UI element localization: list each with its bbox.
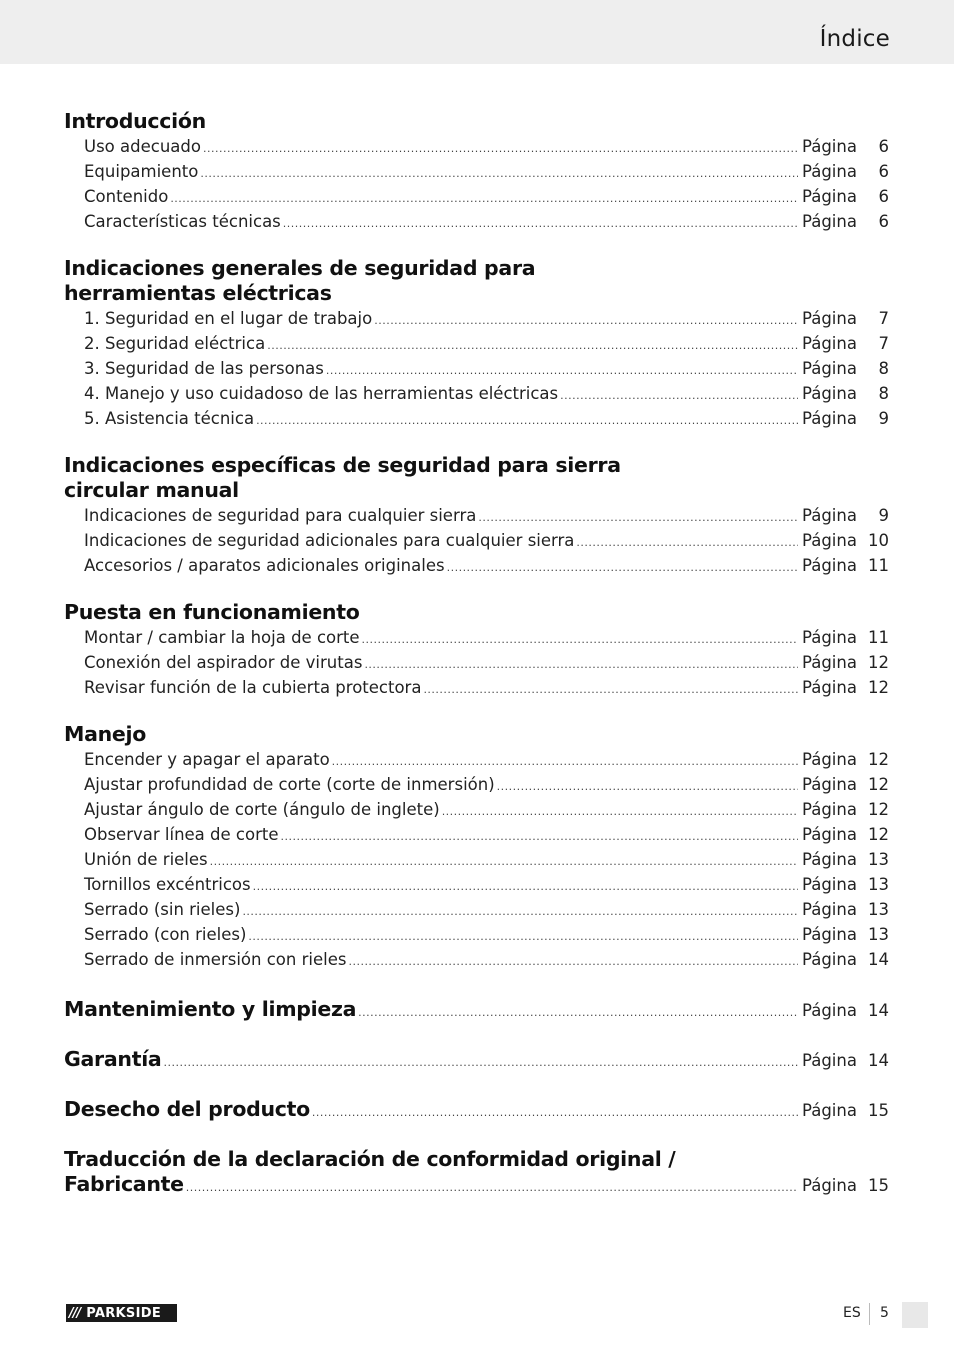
page-number: 13 (868, 900, 889, 919)
page-word: Página (802, 309, 857, 328)
toc-entry-label: 5. Asistencia técnica (84, 409, 255, 428)
page-number: 9 (878, 409, 889, 428)
section-heading-line: Traducción de la declaración de conformidad original / (64, 1147, 676, 1171)
toc-entry[interactable] (64, 159, 889, 184)
toc-entry-label: Unión de rieles (84, 850, 208, 869)
toc-entry[interactable] (64, 922, 889, 947)
page-number: 13 (868, 850, 889, 869)
page-word: Página (802, 531, 857, 550)
section-heading (64, 109, 889, 134)
section-heading (64, 722, 889, 747)
toc-entry-label: Ajustar profundidad de corte (corte de inmersión) (84, 775, 495, 794)
toc-entry[interactable] (64, 331, 889, 356)
leader-dots (283, 211, 798, 236)
section-heading-line: herramientas eléctricas (64, 281, 332, 305)
leader-dots (280, 824, 798, 849)
toc-entry-label: Revisar función de la cubierta protectora (84, 678, 422, 697)
page-number: 14 (868, 950, 889, 969)
page-word: Página (802, 628, 857, 647)
leader-dots (267, 333, 798, 358)
leader-dots (423, 677, 798, 702)
page-number: 15 (868, 1176, 889, 1195)
page-word: Página (802, 653, 857, 672)
toc-entry[interactable] (64, 381, 889, 406)
page-number: 6 (878, 187, 889, 206)
toc-heading-entry[interactable] (64, 1172, 889, 1197)
page-number: 13 (868, 925, 889, 944)
leader-dots (200, 161, 798, 186)
toc-section-garantia (64, 1047, 889, 1072)
page-number: 10 (868, 531, 889, 550)
page-word: Página (802, 900, 857, 919)
toc-heading-label: Mantenimiento y limpieza (64, 997, 357, 1021)
page-number: 14 (868, 1051, 889, 1070)
toc-section-mantenimiento (64, 997, 889, 1022)
page-word: Página (802, 409, 857, 428)
page-word: Página (802, 775, 857, 794)
toc-entry-label: Características técnicas (84, 212, 281, 231)
section-heading (64, 256, 889, 306)
page-word: Página (802, 384, 857, 403)
toc-entry-label: Serrado (sin rieles) (84, 900, 241, 919)
toc-heading-label: Fabricante (64, 1172, 184, 1196)
toc-entry[interactable] (64, 947, 889, 972)
leader-dots (203, 136, 798, 161)
toc-entry-label: Indicaciones de seguridad adicionales para cualquier sierra (84, 531, 575, 550)
page-number: 6 (878, 162, 889, 181)
page-number: 12 (868, 775, 889, 794)
toc-entry[interactable] (64, 847, 889, 872)
leader-dots (447, 555, 798, 580)
page-number: 6 (878, 212, 889, 231)
table-of-contents (64, 109, 889, 1219)
toc-heading-entry[interactable] (64, 997, 889, 1022)
section-heading (64, 1147, 889, 1172)
page-number: 12 (868, 825, 889, 844)
page-number: 6 (878, 137, 889, 156)
section-heading-line: Introducción (64, 109, 206, 133)
leader-dots (332, 749, 798, 774)
leader-dots (210, 849, 798, 874)
toc-entry[interactable] (64, 528, 889, 553)
page-word: Página (802, 556, 857, 575)
toc-entry-label: 1. Seguridad en el lugar de trabajo (84, 309, 373, 328)
page-number: 12 (868, 653, 889, 672)
toc-entry-label: Encender y apagar el aparato (84, 750, 330, 769)
toc-entry-label: Serrado de inmersión con rieles (84, 950, 347, 969)
parkside-logo (66, 1304, 177, 1322)
leader-dots (326, 358, 798, 383)
toc-entry-label: Ajustar ángulo de corte (ángulo de inglete) (84, 800, 440, 819)
toc-section-desecho (64, 1097, 889, 1122)
page-number: 8 (878, 384, 889, 403)
toc-section-seguridad-sierra (64, 453, 889, 578)
section-heading-line: Indicaciones específicas de seguridad para sierra (64, 453, 621, 477)
page-number-footer: 5 (880, 1305, 889, 1321)
leader-dots (248, 924, 798, 949)
toc-entry-label: Indicaciones de seguridad para cualquier sierra (84, 506, 477, 525)
toc-entry[interactable] (64, 747, 889, 772)
page-word: Página (802, 850, 857, 869)
toc-entry-label: 4. Manejo y uso cuidadoso de las herramientas eléctricas (84, 384, 559, 403)
footer-tab-box (902, 1302, 928, 1328)
toc-entry[interactable] (64, 209, 889, 234)
page-number: 7 (878, 334, 889, 353)
page-number: 8 (878, 359, 889, 378)
page-word: Página (802, 750, 857, 769)
leader-dots (186, 1175, 798, 1200)
leader-dots (478, 505, 798, 530)
toc-entry[interactable] (64, 406, 889, 431)
page-word: Página (802, 187, 857, 206)
toc-entry[interactable] (64, 675, 889, 700)
section-heading-line: circular manual (64, 478, 239, 502)
leader-dots (442, 799, 798, 824)
toc-entry[interactable] (64, 134, 889, 159)
section-heading (64, 600, 889, 625)
page-word: Página (802, 1101, 857, 1120)
leader-dots (374, 308, 798, 333)
toc-entry-label: 3. Seguridad de las personas (84, 359, 324, 378)
section-heading-line: Puesta en funcionamiento (64, 600, 360, 624)
toc-section-manejo (64, 722, 889, 972)
toc-entry-label: Montar / cambiar la hoja de corte (84, 628, 360, 647)
page-number: 11 (868, 556, 889, 575)
toc-entry[interactable] (64, 797, 889, 822)
leader-dots (253, 874, 798, 899)
logo-slashes: /// (69, 1305, 81, 1321)
toc-entry-label: Serrado (con rieles) (84, 925, 247, 944)
page-title: Índice (819, 26, 890, 52)
toc-entry[interactable] (64, 872, 889, 897)
page-number: 12 (868, 800, 889, 819)
toc-heading-label: Desecho del producto (64, 1097, 310, 1121)
page-word: Página (802, 800, 857, 819)
section-heading-line: Manejo (64, 722, 147, 746)
page-number: 7 (878, 309, 889, 328)
toc-entry-label: Equipamiento (84, 162, 199, 181)
toc-entry-label: Accesorios / aparatos adicionales originales (84, 556, 445, 575)
toc-entry-label: Contenido (84, 187, 169, 206)
page-word: Página (802, 875, 857, 894)
page-word: Página (802, 1176, 857, 1195)
leader-dots (170, 186, 798, 211)
page-number: 11 (868, 628, 889, 647)
page-word: Página (802, 359, 857, 378)
page-number: 14 (868, 1001, 889, 1020)
toc-section-seguridad-general (64, 256, 889, 431)
page-word: Página (802, 334, 857, 353)
leader-dots (560, 383, 798, 408)
toc-entry-label: Uso adecuado (84, 137, 201, 156)
toc-entry[interactable] (64, 897, 889, 922)
page-word: Página (802, 1051, 857, 1070)
toc-entry[interactable] (64, 822, 889, 847)
toc-entry-label: Tornillos excéntricos (84, 875, 251, 894)
language-code: ES (843, 1305, 861, 1321)
leader-dots (576, 530, 798, 555)
header-bar (0, 0, 954, 64)
section-heading-line: Indicaciones generales de seguridad para (64, 256, 536, 280)
toc-entry[interactable] (64, 553, 889, 578)
leader-dots (312, 1100, 798, 1125)
page-number: 12 (868, 750, 889, 769)
toc-entry-label: 2. Seguridad eléctrica (84, 334, 266, 353)
page-word: Página (802, 506, 857, 525)
toc-section-puesta-en-funcionamiento (64, 600, 889, 700)
toc-heading-entry[interactable] (64, 1097, 889, 1122)
toc-entry[interactable] (64, 184, 889, 209)
page-number: 12 (868, 678, 889, 697)
toc-section-declaracion (64, 1147, 889, 1197)
leader-dots (256, 408, 798, 433)
leader-dots (362, 627, 798, 652)
toc-entry[interactable] (64, 356, 889, 381)
page-word: Página (802, 950, 857, 969)
toc-heading-label: Garantía (64, 1047, 162, 1071)
leader-dots (163, 1050, 798, 1075)
page-word: Página (802, 925, 857, 944)
section-heading (64, 453, 889, 503)
leader-dots (358, 1000, 798, 1025)
toc-entry[interactable] (64, 772, 889, 797)
logo-text: PARKSIDE (86, 1305, 162, 1321)
toc-entry[interactable] (64, 306, 889, 331)
toc-entry[interactable] (64, 625, 889, 650)
leader-dots (348, 949, 798, 974)
page-word: Página (802, 212, 857, 231)
leader-dots (242, 899, 798, 924)
toc-heading-entry[interactable] (64, 1047, 889, 1072)
page-word: Página (802, 678, 857, 697)
toc-entry[interactable] (64, 503, 889, 528)
page-word: Página (802, 162, 857, 181)
toc-section-introduccion (64, 109, 889, 234)
footer-divider (869, 1303, 870, 1325)
leader-dots (364, 652, 798, 677)
page-number: 15 (868, 1101, 889, 1120)
toc-entry-label: Observar línea de corte (84, 825, 279, 844)
toc-entry[interactable] (64, 650, 889, 675)
page-word: Página (802, 137, 857, 156)
page-number: 13 (868, 875, 889, 894)
page-word: Página (802, 825, 857, 844)
toc-entry-label: Conexión del aspirador de virutas (84, 653, 363, 672)
page-word: Página (802, 1001, 857, 1020)
leader-dots (497, 774, 798, 799)
page-number: 9 (878, 506, 889, 525)
